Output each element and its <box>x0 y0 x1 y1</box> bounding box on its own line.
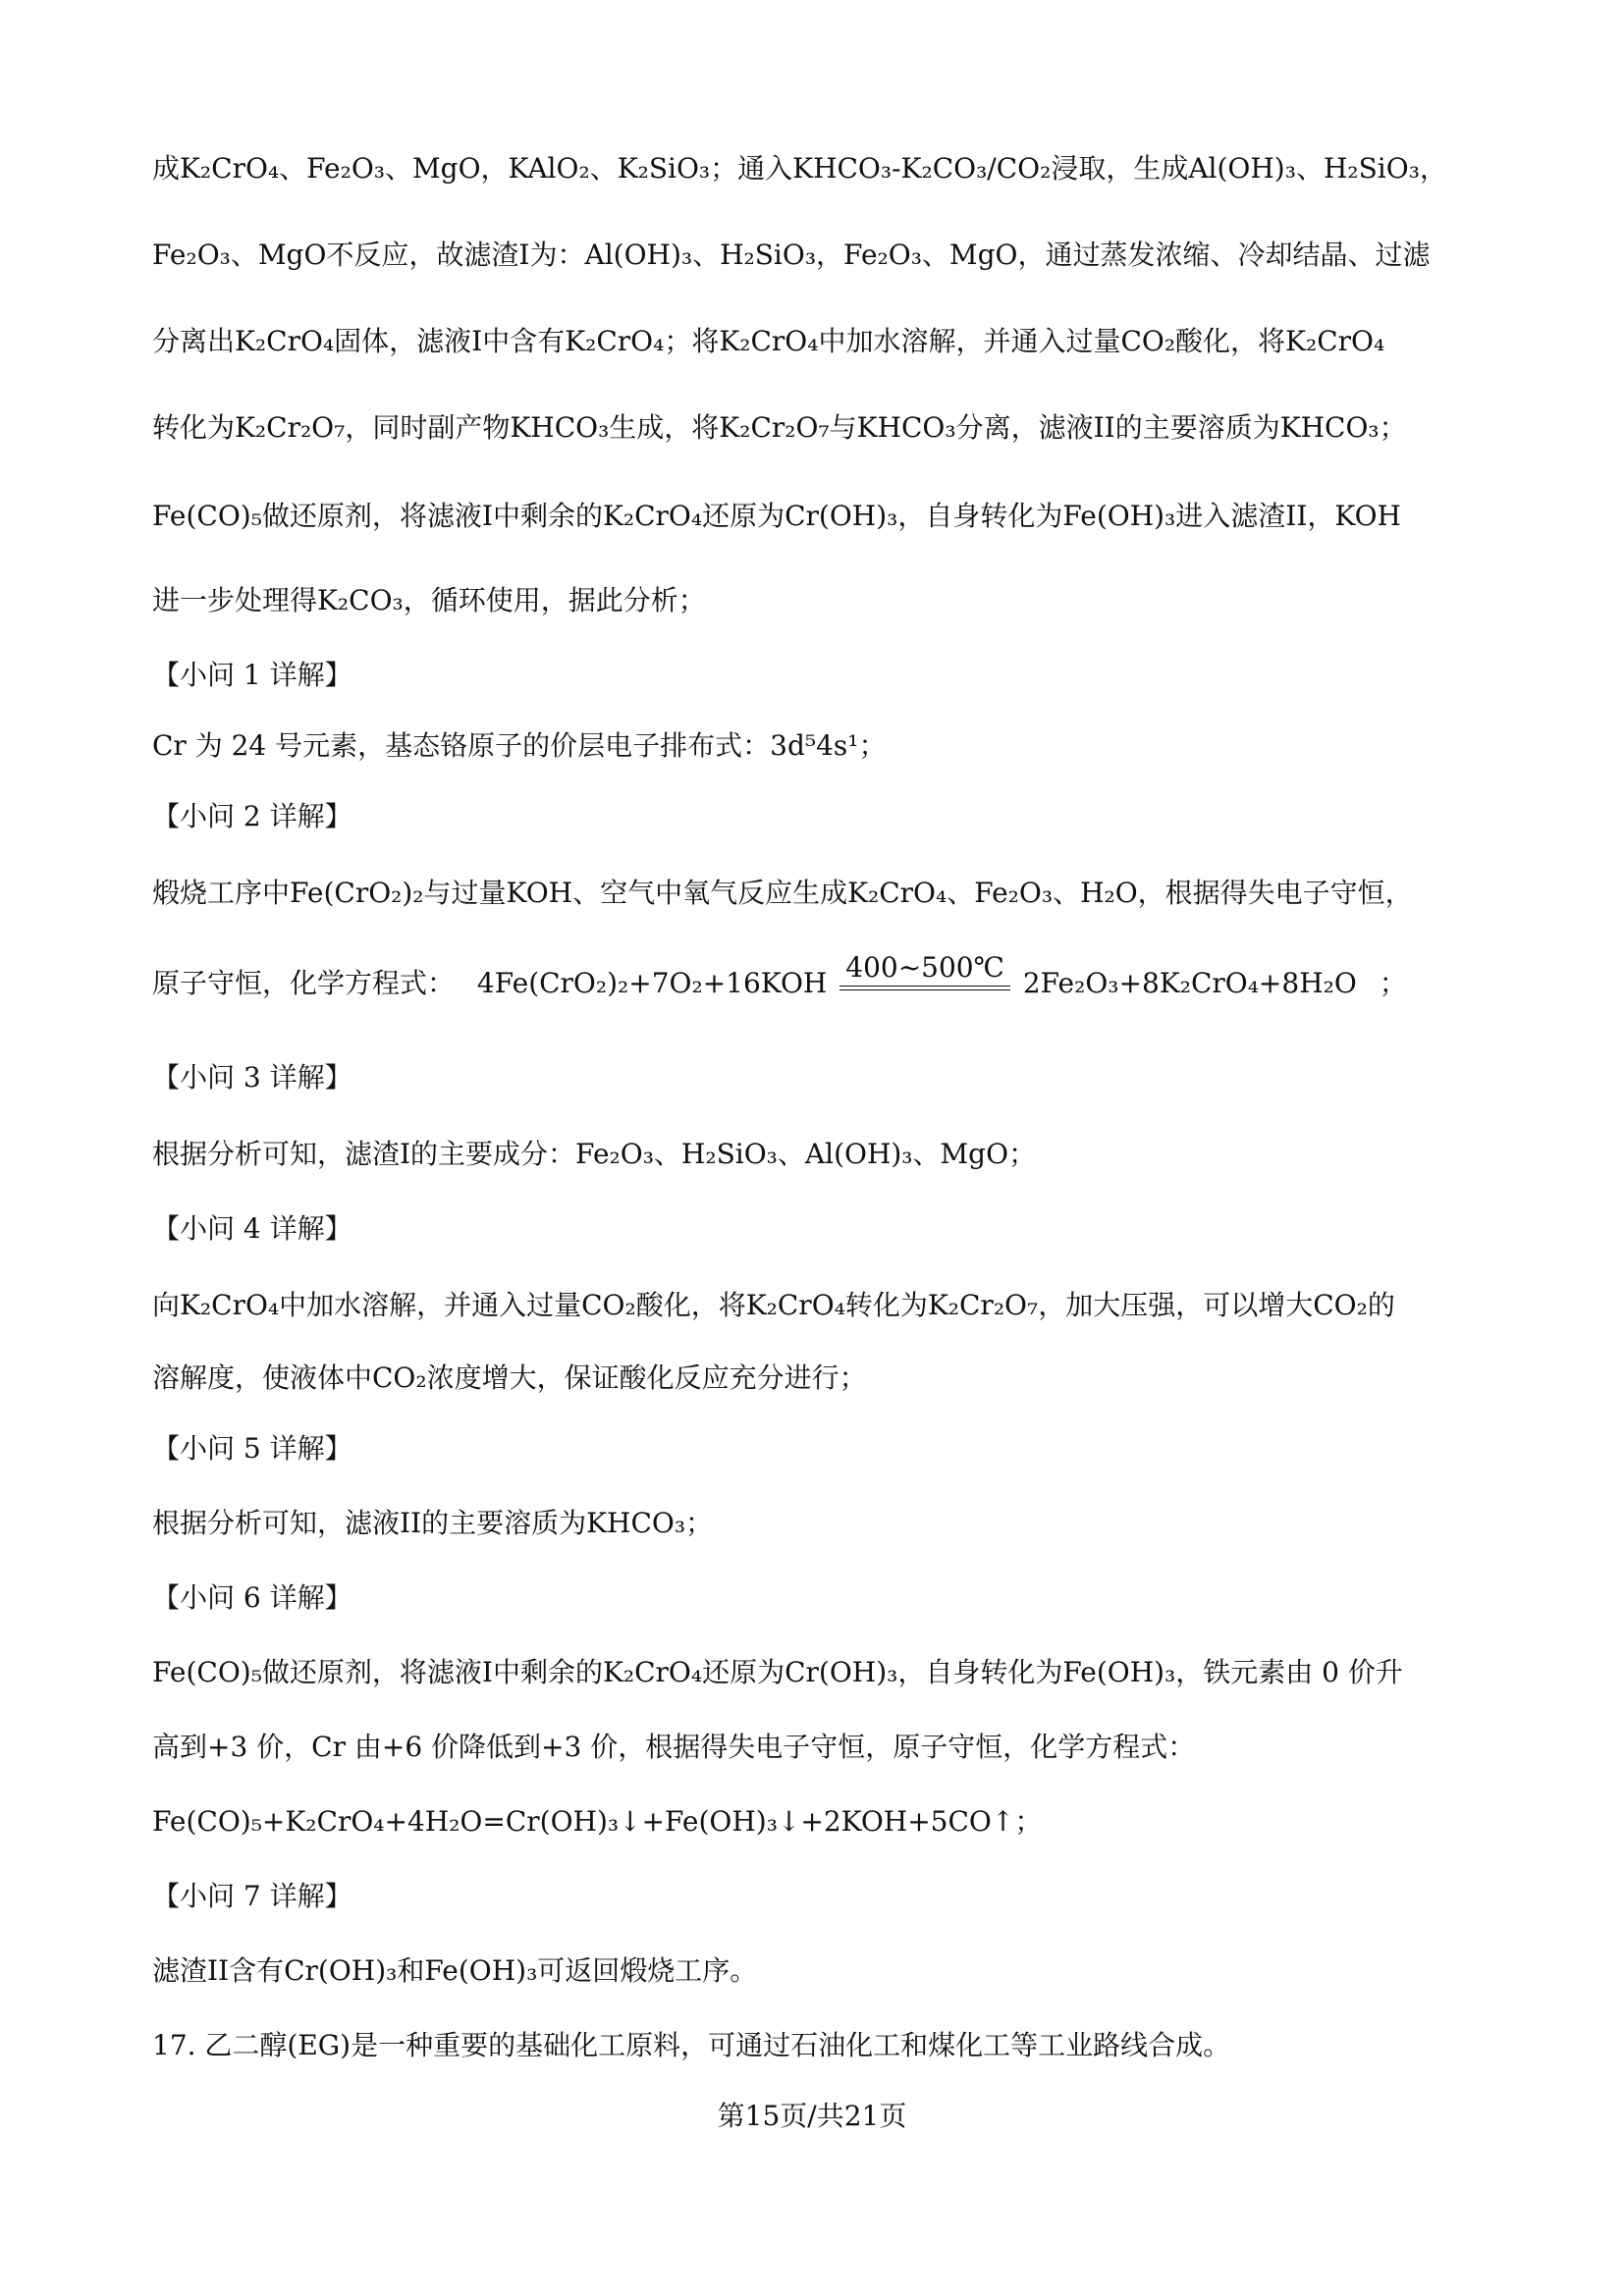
equation-suffix: ； <box>1379 967 1407 999</box>
equation-line <box>152 950 1488 1023</box>
section-heading: 【小问 5 详解】 <box>152 1432 352 1465</box>
section-heading: 【小问 4 详解】 <box>152 1212 352 1245</box>
text-line: 溶解度，使液体中CO₂浓度增大，保证酸化反应充分进行； <box>152 1362 867 1394</box>
section-heading: 【小问 6 详解】 <box>152 1581 352 1614</box>
text-line: 高到+3 价，Cr 由+6 价降低到+3 价，根据得失电子守恒，原子守恒，化学方程式： <box>152 1731 1196 1763</box>
text-line: 分离出K₂CrO₄固体，滤液I中含有K₂CrO₄；将K₂CrO₄中加水溶解，并通入过量CO₂酸化，将K₂CrO₄ <box>152 325 1385 357</box>
text-line: 根据分析可知，滤液II的主要溶质为KHCO₃； <box>152 1507 714 1539</box>
section-heading: 【小问 2 详解】 <box>152 800 352 832</box>
equation-right: 2Fe₂O₃+8K₂CrO₄+8H₂O <box>1022 967 1357 999</box>
section-heading: 【小问 1 详解】 <box>152 659 352 691</box>
text-line: Fe(CO)₅做还原剂，将滤液I中剩余的K₂CrO₄还原为Cr(OH)₃，自身转化为Fe(OH)₃，铁元素由 0 价升 <box>152 1656 1403 1688</box>
text-line: 向K₂CrO₄中加水溶解，并通入过量CO₂酸化，将K₂CrO₄转化为K₂Cr₂O₇，加大压强，可以增大CO₂的 <box>152 1289 1395 1321</box>
double-bar-top <box>839 986 1010 987</box>
double-bar-bottom <box>839 989 1010 990</box>
section-heading: 【小问 3 详解】 <box>152 1061 352 1094</box>
reaction-condition <box>839 952 1010 990</box>
equation-left: 4Fe(CrO₂)₂+7O₂+16KOH <box>476 967 828 999</box>
text-line: Fe(CO)₅做还原剂，将滤液I中剩余的K₂CrO₄还原为Cr(OH)₃，自身转化为Fe(OH)₃进入滤渣II，KOH <box>152 500 1401 532</box>
section-heading: 【小问 7 详解】 <box>152 1880 352 1912</box>
text-line: 转化为K₂Cr₂O₇，同时副产物KHCO₃生成，将K₂Cr₂O₇与KHCO₃分离，滤液II的主要溶质为KHCO₃； <box>152 411 1407 444</box>
equation-prefix: 原子守恒，化学方程式： <box>152 967 456 999</box>
condition-text: 400~500℃ <box>845 950 1004 984</box>
text-line: Cr 为 24 号元素，基态铬原子的价层电子排布式：3d⁵4s¹； <box>152 729 887 762</box>
text-line: 成K₂CrO₄、Fe₂O₃、MgO，KAlO₂、K₂SiO₃；通入KHCO₃-K₂CO₃/CO₂浸取，生成Al(OH)₃、H₂SiO₃， <box>152 152 1447 185</box>
text-line: 根据分析可知，滤渣I的主要成分：Fe₂O₃、H₂SiO₃、Al(OH)₃、MgO； <box>152 1138 1037 1170</box>
text-line: Fe₂O₃、MgO不反应，故滤渣I为：Al(OH)₃、H₂SiO₃，Fe₂O₃、MgO，通过蒸发浓缩、冷却结晶、过滤 <box>152 239 1431 271</box>
page-number: 第15页/共21页 <box>717 2100 907 2132</box>
text-line: 煅烧工序中Fe(CrO₂)₂与过量KOH、空气中氧气反应生成K₂CrO₄、Fe₂O₃、H₂O，根据得失电子守恒， <box>152 877 1413 909</box>
text-line: 进一步处理得K₂CO₃，循环使用，据此分析； <box>152 584 706 616</box>
text-line: 滤渣II含有Cr(OH)₃和Fe(OH)₃可返回煅烧工序。 <box>152 1954 758 1987</box>
equation-line: Fe(CO)₅+K₂CrO₄+4H₂O=Cr(OH)₃↓+Fe(OH)₃↓+2KOH+5CO↑； <box>152 1805 1043 1838</box>
text-line: 17. 乙二醇(EG)是一种重要的基础化工原料，可通过石油化工和煤化工等工业路线合成。 <box>152 2029 1231 2061</box>
